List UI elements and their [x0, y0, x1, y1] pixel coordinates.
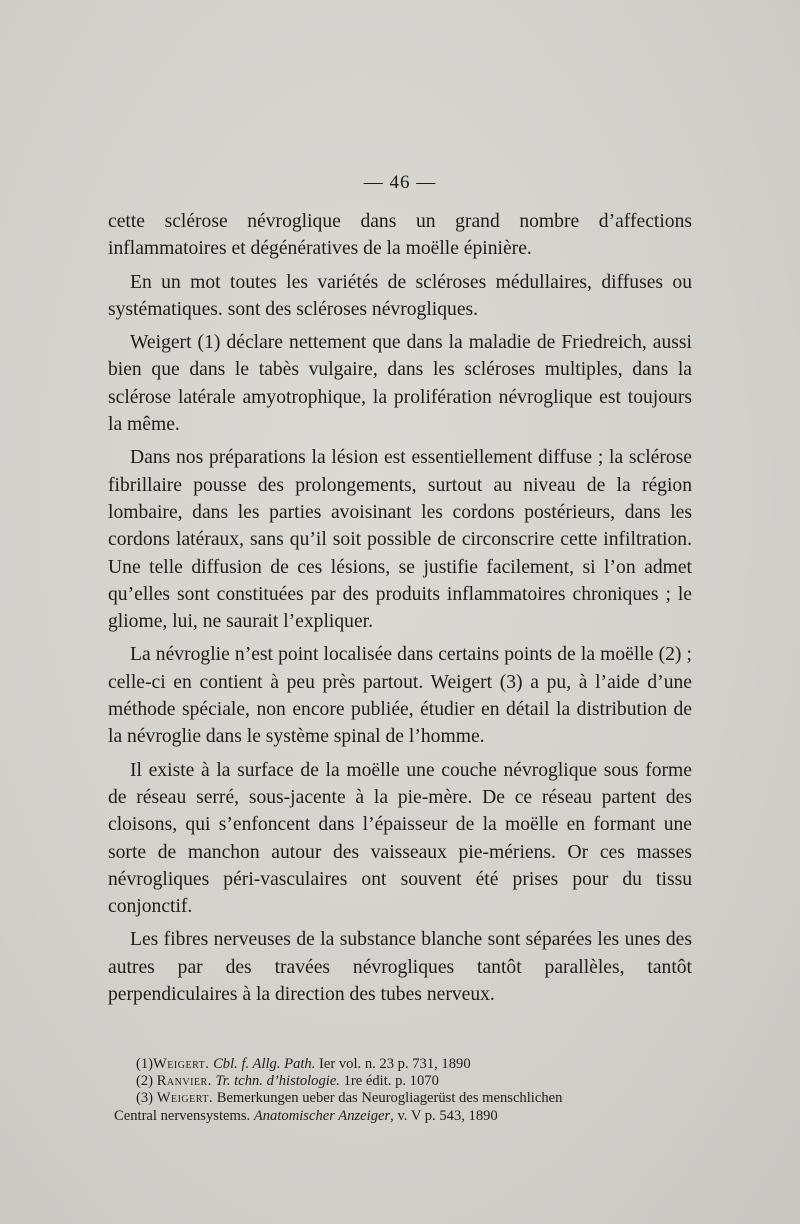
footnote-work: Cbl. f. Allg. Path. — [213, 1056, 316, 1072]
footnote-continuation — [114, 1108, 696, 1125]
footnote-title: Bemerkungen ueber das Neurogliagerüst des menschlichen — [213, 1090, 563, 1107]
paragraph: Les fibres nerveuses de la substance blanche sont séparées les unes des autres par des travées névrogliques tantôt parallèles, tantôt perpendiculaires à la direction des tubes nerveux. — [108, 929, 692, 1006]
footnote-mark: (2) — [136, 1073, 154, 1090]
page-number: — 46 — — [363, 172, 437, 193]
footnote-title-continued: Central nervensystems. — [114, 1107, 254, 1124]
paragraph: Il existe à la surface de la moëlle une couche névroglique sous forme de réseau serré, sous-jacente à la pie-mère. De ce réseau partent des cloisons, qui s’enfoncent dans l’épaisseur de la moëlle en formant une sorte de manchon autour des vaisseaux pie-mériens. Or ces masses névrogliques péri-vasculaires ont souvent été prises pour du tissu conjonctif. — [108, 759, 692, 918]
footnote — [136, 1056, 696, 1073]
paragraph: En un mot toutes les variétés de scléroses médullaires, diffuses ou systématiques. sont des scléroses névrogliques. — [108, 271, 692, 320]
footnotes — [114, 1056, 696, 1125]
footnote-details: Ier vol. n. 23 p. 731, 1890 — [315, 1056, 471, 1072]
footnote-work: Tr. tchn. d’histologie. — [215, 1073, 340, 1090]
footnote-author: Ranvier. — [156, 1073, 212, 1090]
footnote-mark: (3) — [136, 1090, 154, 1107]
footnote — [136, 1073, 696, 1090]
footnote-work: Anatomischer Anzeiger — [253, 1107, 391, 1124]
paragraph: Weigert (1) déclare nettement que dans la maladie de Friedreich, aussi bien que dans le tabès vulgaire, dans les scléroses multiples, dans la sclérose latérale amyotrophique, la prolifération névroglique est toujours la même. — [108, 332, 692, 436]
body-text — [108, 208, 692, 1014]
footnote-details: 1re édit. p. 1070 — [339, 1073, 439, 1090]
paragraph: cette sclérose névroglique dans un grand nombre d’affections inflammatoires et dégénératives de la moëlle épinière. — [108, 211, 692, 260]
paragraph: La névroglie n’est point localisée dans certains points de la moëlle (2) ; celle-ci en contient à peu près partout. Weigert (3) a pu, à l’aide d’une méthode spéciale, non encore publiée, étudier en détail la distribution de la névroglie dans le système spinal de l’homme. — [108, 644, 692, 748]
paragraph: Dans nos préparations la lésion est essentiellement diffuse ; la sclérose fibrillaire pousse des prolongements, surtout au niveau de la région lombaire, dans les parties avoisinant les cordons postérieurs, dans les cordons latéraux, sans qu’il soit possible de circonscrire cette infiltration. Une telle diffusion de ces lésions, se justifie facilement, si l’on admet qu’elles sont constituées par des produits inflammatoires chroniques ; le gliome, lui, ne saurait l’expliquer. — [108, 447, 692, 633]
footnote-author: Weigert. — [156, 1090, 214, 1107]
footnote-details: , v. V p. 543, 1890 — [390, 1107, 498, 1124]
footnote-mark: (1) — [136, 1056, 154, 1072]
footnote — [136, 1090, 696, 1107]
footnote-author: Weigert. — [153, 1056, 210, 1072]
